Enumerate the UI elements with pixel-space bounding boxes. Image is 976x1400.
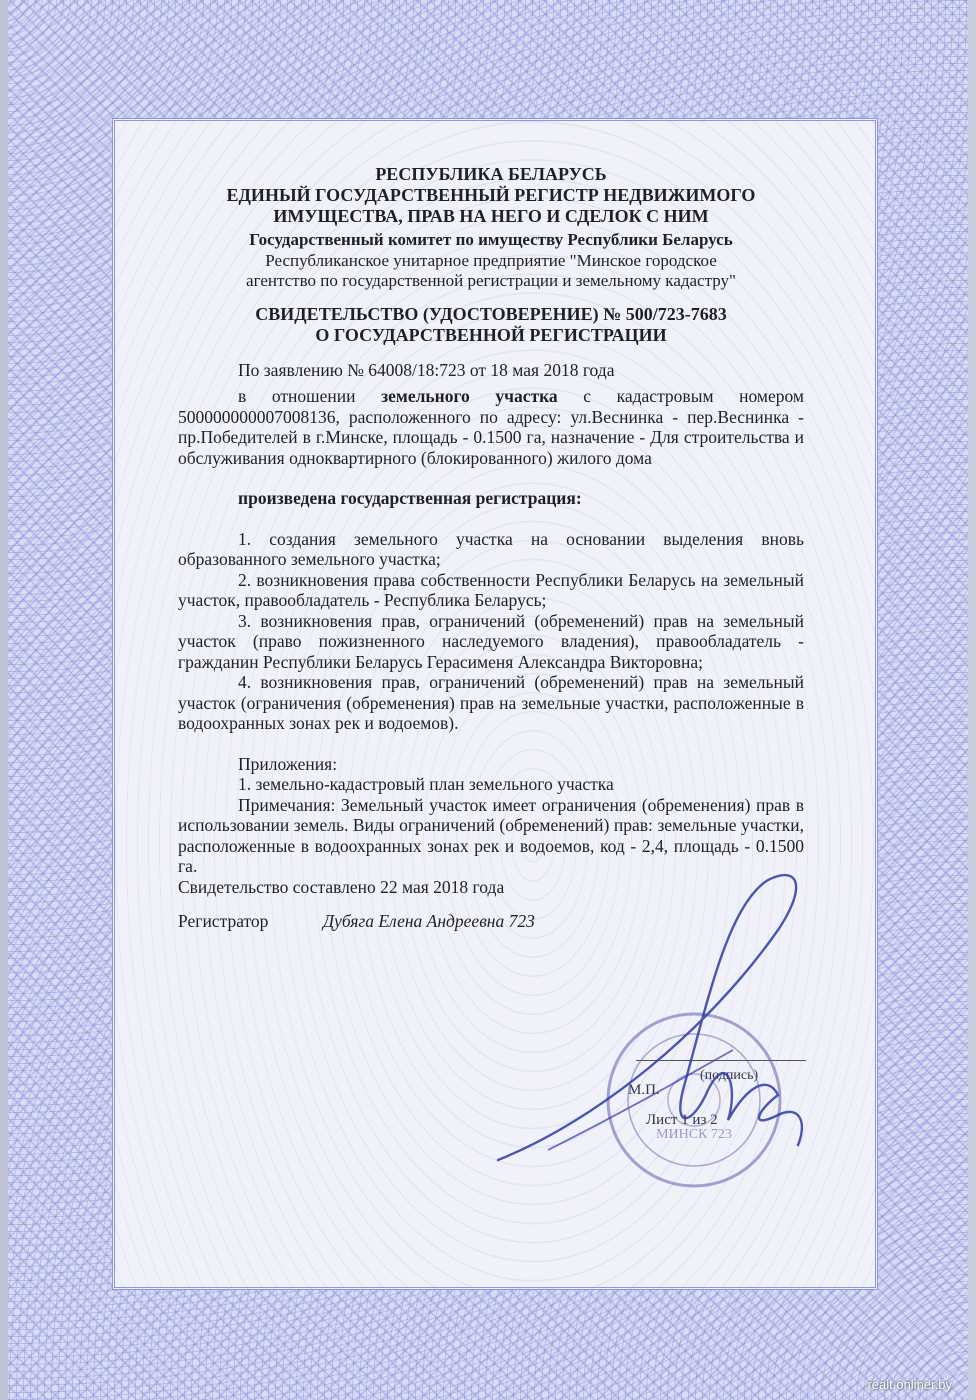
- registration-item: 1. создания земельного участка на основании выделения вновь образованного земельного участка;: [178, 528, 804, 569]
- signature-caption: (подпись): [700, 1068, 759, 1083]
- attachment-item: 1. земельно-кадастровый план земельного участка: [238, 774, 614, 794]
- notes: Примечания: Земельный участок имеет ограничения (обременения) прав в использовании земель. Виды ограничений (обременений) прав: земельные участки, расположенные в водоохранных зонах рек и водоемов, код - 2,4, площадь - 0.1500 га.: [178, 794, 804, 876]
- header-org-line2: агентство по государственной регистрации и земельному кадастру": [246, 271, 736, 290]
- registration-items: [178, 529, 804, 734]
- certificate-subtitle: О ГОСУДАРСТВЕННОЙ РЕГИСТРАЦИИ: [315, 324, 667, 345]
- header-org-line1: Республиканское унитарное предприятие "Минское городское: [265, 250, 717, 270]
- registrar-name: Дубяга Елена Андреевна 723: [323, 911, 535, 931]
- registrar-label: Регистратор: [178, 911, 269, 931]
- seal-place-label: М.П.: [628, 1082, 660, 1098]
- page-left-edge: [0, 0, 8, 1400]
- registration-item: 3. возникновения прав, ограничений (обременений) прав на земельный участок (право пожизненного наследуемого владения), правообладатель - гражданин Республики Беларусь Герасименя Александра Викторовна;: [178, 610, 804, 672]
- registration-item: 4. возникновения прав, ограничений (обременений) прав на земельный участок (ограничения (обременения) прав на земельные участки, расположенные в водоохранных зонах рек и водоемов).: [178, 672, 804, 733]
- registration-item: 2. возникновения права собственности Республики Беларусь на земельный участок, правообладатель - Республика Беларусь;: [178, 569, 804, 610]
- certificate-sheet: [8, 0, 968, 1400]
- application-line: По заявлению № 64008/18:723 от 18 мая 2018 года: [238, 359, 615, 380]
- certificate-title: СВИДЕТЕЛЬСТВО (УДОСТОВЕРЕНИЕ) № 500/723-7683: [255, 303, 727, 324]
- registration-performed: [178, 488, 804, 509]
- object-prefix: в отношении: [238, 386, 382, 406]
- stamp-text: МИНСК 723: [656, 1127, 732, 1142]
- header-country: РЕСПУБЛИКА БЕЛАРУСЬ: [375, 164, 607, 184]
- object-details: с кадастровым номером 500000000007008136, расположенного по адресу: ул.Веснинка - пер.Веснинка - пр.Победителей в г.Минске, площадь - 0.1500 га, назначение - Для строительства и обслуживания одноквартирного (блокированного) жилого дома: [178, 386, 804, 468]
- header-registry-line1: ЕДИНЫЙ ГОСУДАРСТВЕННЫЙ РЕГИСТР НЕДВИЖИМОГО: [226, 185, 756, 205]
- handwritten-signature: [478, 860, 838, 1220]
- object-description: [178, 386, 804, 468]
- sheet-number: Лист 1 из 2: [646, 1112, 718, 1128]
- site-watermark: realt.onliner.by: [867, 1377, 952, 1392]
- issued-date: Свидетельство составлено 22 мая 2018 года: [178, 876, 505, 897]
- registration-performed-text: произведена государственная регистрация:: [238, 488, 582, 508]
- header-registry-line2: ИМУЩЕСТВА, ПРАВ НА НЕГО И СДЕЛОК С НИМ: [273, 206, 709, 226]
- certificate-content: [178, 164, 804, 932]
- object-type: земельного участка: [381, 386, 558, 406]
- header-committee: Государственный комитет по имуществу Республики Беларусь: [249, 230, 733, 249]
- attachments-label: Приложения:: [238, 753, 338, 774]
